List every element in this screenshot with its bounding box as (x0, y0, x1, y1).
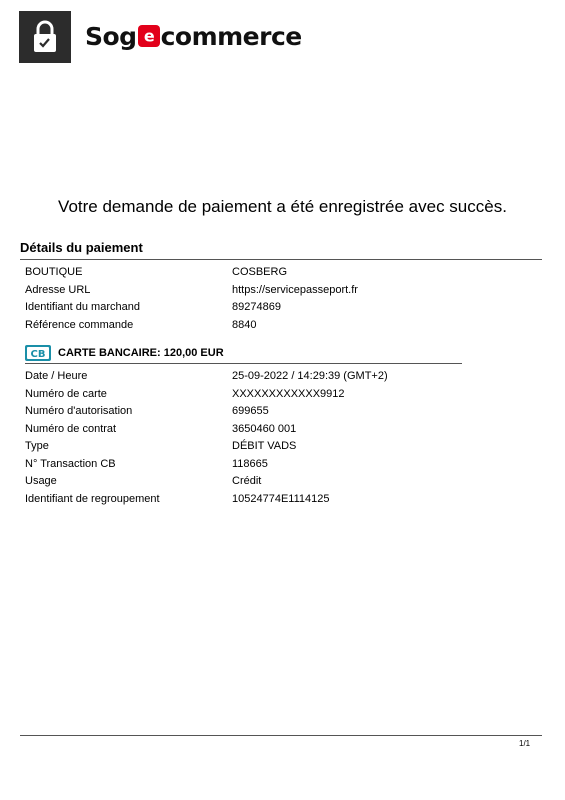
detail-row (25, 368, 545, 386)
detail-value: https://servicepasseport.fr (232, 283, 358, 296)
detail-row (25, 299, 545, 317)
card-title: CARTE BANCAIRE: 120,00 EUR (58, 347, 224, 359)
detail-value: DÉBIT VADS (232, 440, 297, 452)
detail-value: 8840 (232, 318, 257, 331)
detail-value: 25-09-2022 / 14:29:39 (GMT+2) (232, 370, 388, 382)
detail-row (25, 317, 545, 335)
card-divider (25, 363, 462, 364)
detail-row (25, 438, 545, 456)
cb-card-icon (25, 345, 51, 361)
section-title: Détails du paiement (20, 240, 143, 255)
detail-value: COSBERG (232, 266, 288, 278)
detail-label: BOUTIQUE (25, 266, 83, 278)
detail-label: Date / Heure (25, 370, 88, 382)
detail-label: Identifiant de regroupement (25, 492, 160, 505)
detail-label: Identifiant du marchand (25, 301, 140, 313)
lock-icon (19, 11, 71, 63)
logo-e-badge (138, 25, 160, 47)
detail-label: Numéro d'autorisation (25, 405, 133, 417)
footer-divider (20, 735, 542, 736)
detail-label: Numéro de carte (25, 387, 107, 400)
confirmation-message: Votre demande de paiement a été enregistrée avec succès. (58, 197, 507, 216)
detail-value: 3650460 001 (232, 422, 297, 435)
header (19, 11, 419, 63)
detail-row (25, 421, 545, 439)
detail-label: Usage (25, 475, 57, 487)
detail-label: Numéro de contrat (25, 422, 117, 435)
detail-value: 118665 (232, 457, 268, 470)
card-header (25, 344, 465, 362)
detail-value: 10524774E1114125 (232, 492, 330, 505)
logo (85, 23, 302, 51)
detail-row (25, 456, 545, 474)
detail-row (25, 473, 545, 491)
details-list (25, 264, 545, 334)
detail-value: XXXXXXXXXXXX9912 (232, 387, 345, 400)
detail-value: 699655 (232, 405, 269, 417)
detail-row (25, 282, 545, 300)
detail-label: Type (25, 440, 49, 452)
page-number: 1/1 (519, 739, 531, 748)
detail-value: Crédit (232, 475, 262, 487)
detail-label: N° Transaction CB (25, 457, 116, 470)
detail-row (25, 491, 545, 509)
divider (20, 259, 542, 260)
logo-prefix: Sog (85, 22, 137, 51)
detail-label: Référence commande (25, 318, 134, 331)
svg-text:CB: CB (30, 349, 46, 360)
logo-letter: e (143, 27, 154, 45)
detail-row (25, 403, 545, 421)
logo-suffix: commerce (160, 22, 302, 51)
detail-label: Adresse URL (25, 283, 91, 296)
detail-row (25, 386, 545, 404)
detail-value: 89274869 (232, 301, 281, 313)
card-details-list (25, 368, 545, 508)
detail-row (25, 264, 545, 282)
